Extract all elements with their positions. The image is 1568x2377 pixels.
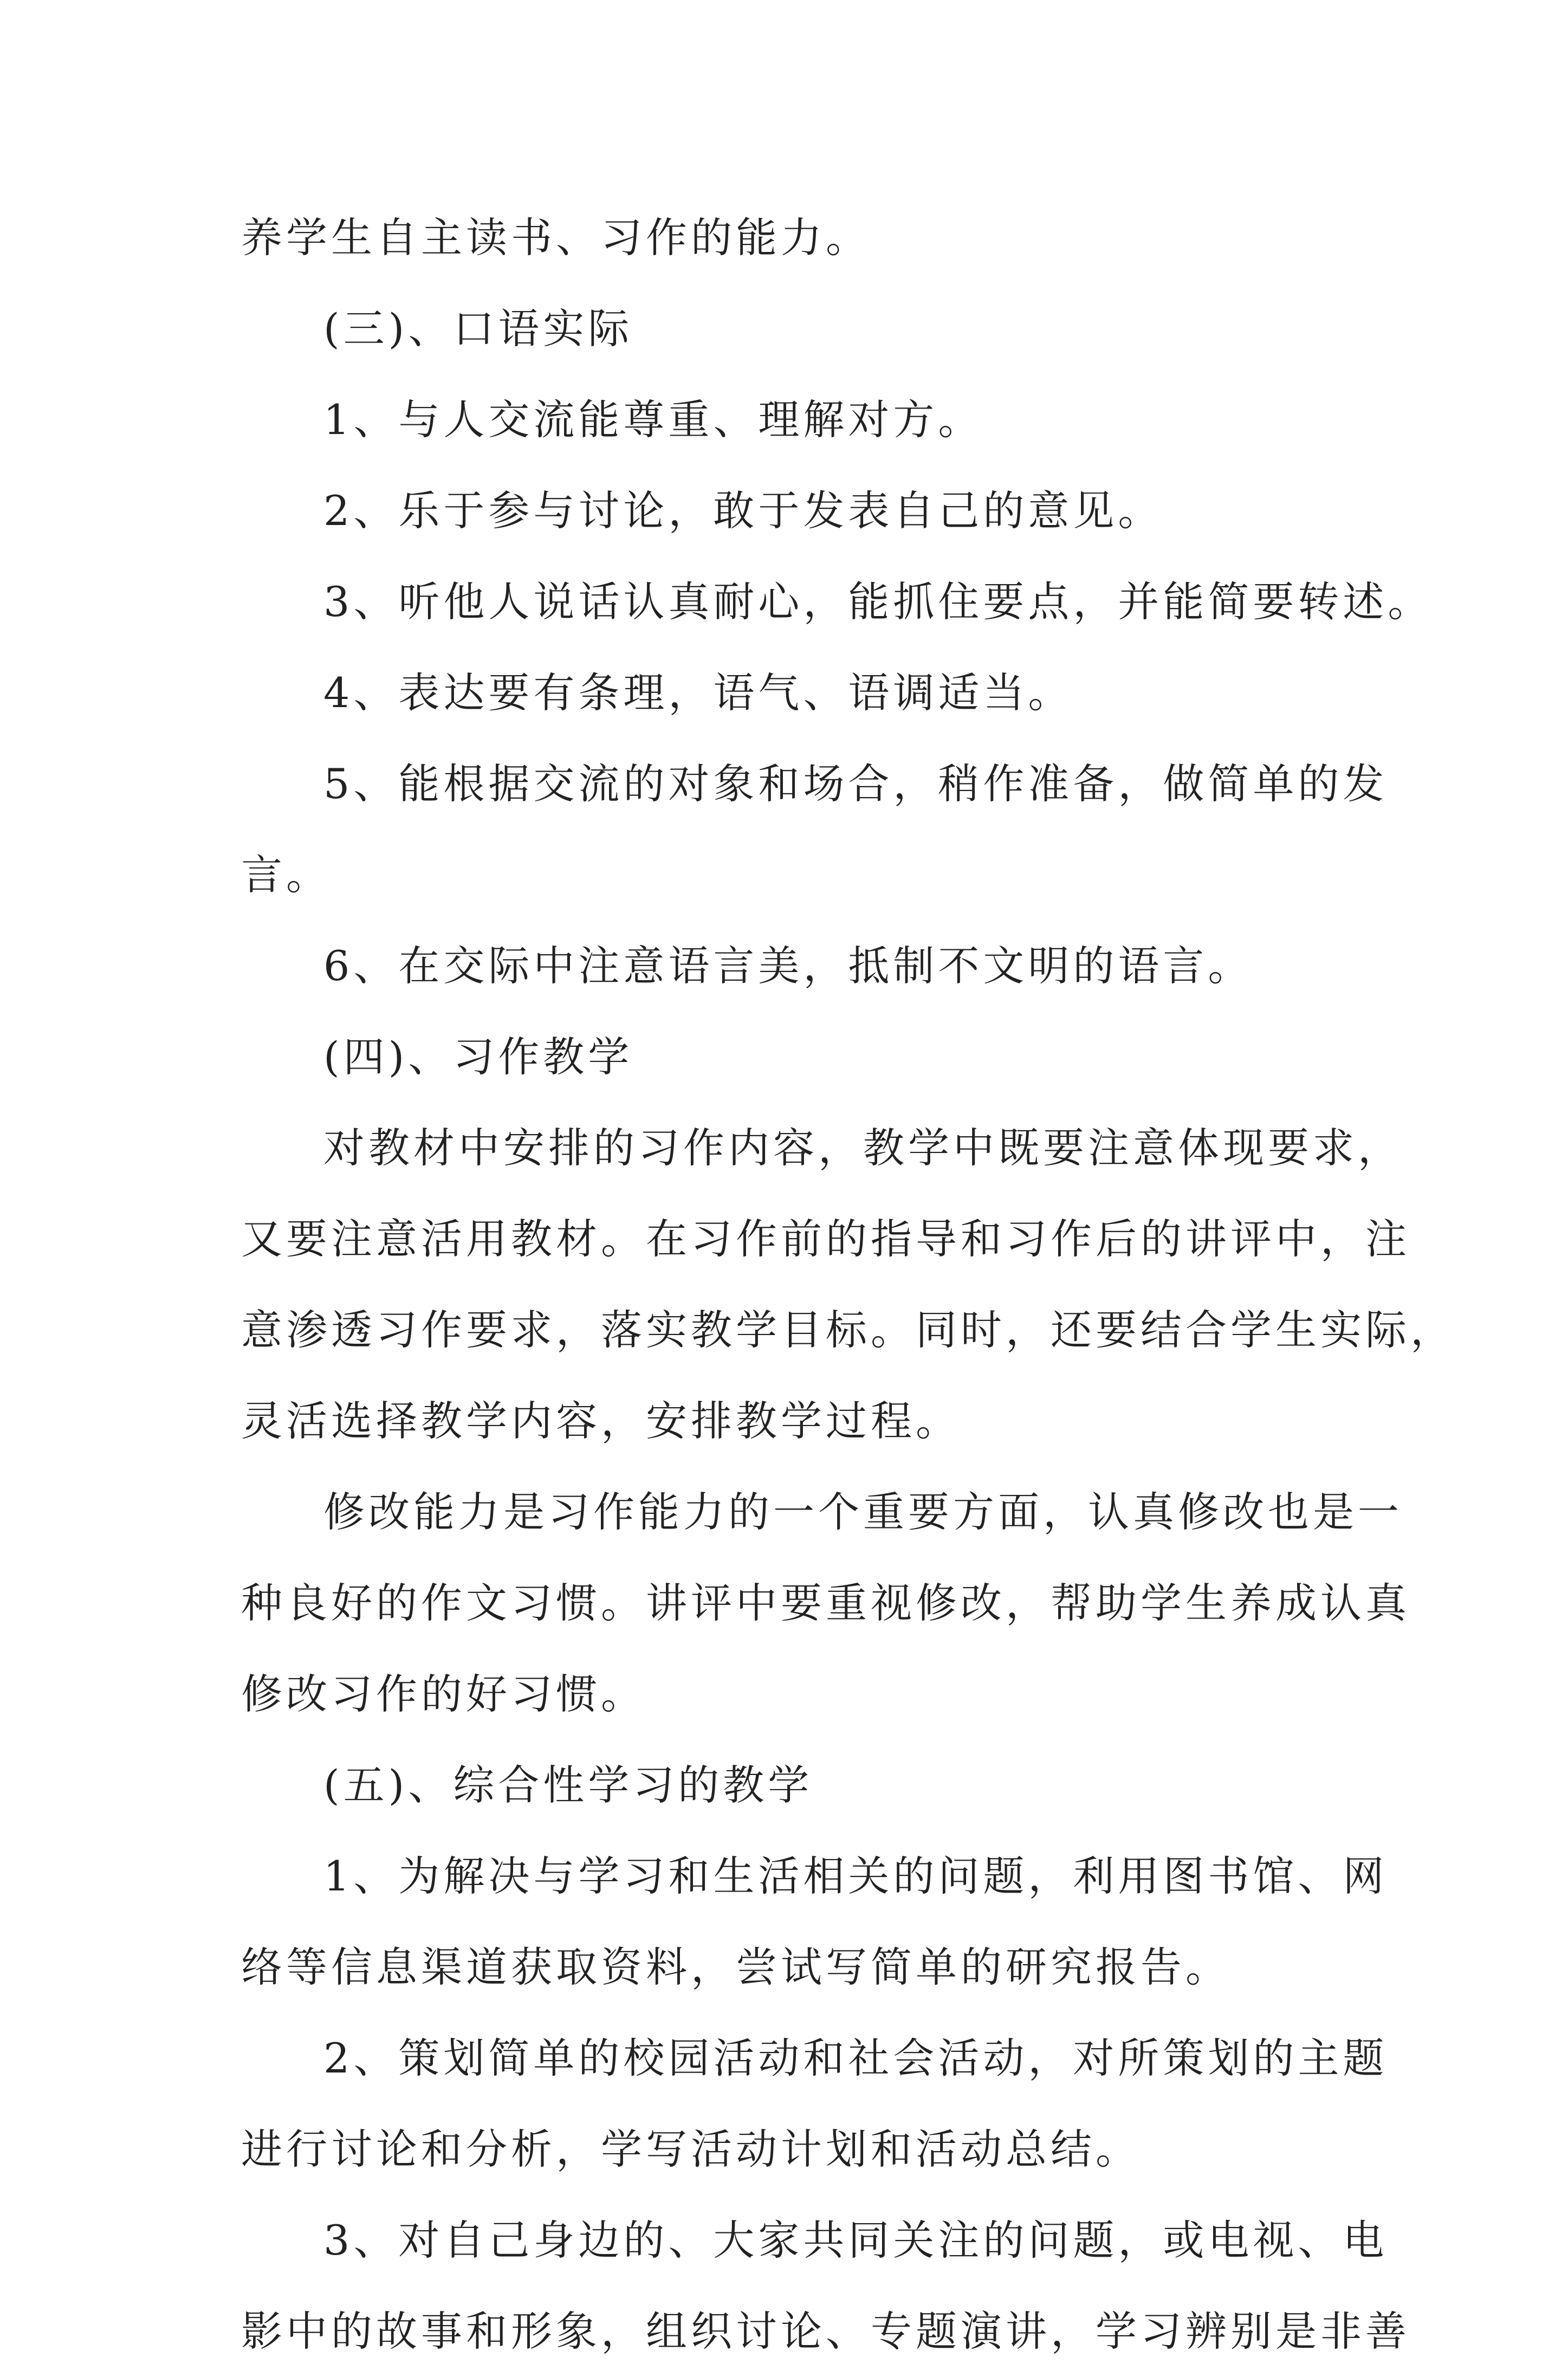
text-line: 5、能根据交流的对象和场合，稍作准备，做简单的发 — [323, 760, 1388, 808]
text-line: 言。 — [241, 851, 331, 899]
text-line: 进行讨论和分析，学写活动计划和活动总结。 — [241, 2125, 1141, 2173]
text-line: 1、为解决与学习和生活相关的问题，利用图书馆、网 — [323, 1852, 1388, 1900]
text-line: 2、乐于参与讨论，敢于发表自己的意见。 — [323, 487, 1163, 535]
text-line: 4、表达要有条理，语气、语调适当。 — [323, 669, 1073, 717]
document-body — [241, 192, 1455, 2377]
text-line: 络等信息渠道获取资料，尝试写简单的研究报告。 — [241, 1943, 1230, 1991]
text-line: 3、对自己身边的、大家共同关注的问题，或电视、电 — [323, 2216, 1388, 2264]
text-line: 6、在交际中注意语言美，抵制不文明的语言。 — [323, 942, 1253, 990]
section-heading: (四)、习作教学 — [323, 1033, 633, 1081]
text-line: 对教材中安排的习作内容，教学中既要注意体现要求， — [323, 1124, 1403, 1172]
text-line: 2、策划简单的校园活动和社会活动，对所策划的主题 — [323, 2034, 1388, 2082]
section-heading: (五)、综合性学习的教学 — [323, 1761, 813, 1809]
text-line: 修改能力是习作能力的一个重要方面，认真修改也是一 — [323, 1488, 1403, 1536]
text-line: 3、听他人说话认真耐心，能抓住要点，并能简要转述。 — [323, 578, 1433, 626]
text-line: 养学生自主读书、习作的能力。 — [241, 213, 871, 262]
text-line: 又要注意活用教材。在习作前的指导和习作后的讲评中，注 — [241, 1215, 1410, 1263]
text-line: 修改习作的好习惯。 — [241, 1670, 646, 1718]
text-line: 影中的故事和形象，组织讨论、专题演讲，学习辨别是非善 — [241, 2307, 1410, 2355]
text-line: 意渗透习作要求，落实教学目标。同时，还要结合学生实际， — [241, 1306, 1455, 1354]
text-line: 种良好的作文习惯。讲评中要重视修改，帮助学生养成认真 — [241, 1579, 1410, 1627]
text-line: 灵活选择教学内容，安排教学过程。 — [241, 1397, 961, 1445]
text-line: 1、与人交流能尊重、理解对方。 — [323, 396, 983, 444]
section-heading: (三)、口语实际 — [323, 305, 633, 353]
